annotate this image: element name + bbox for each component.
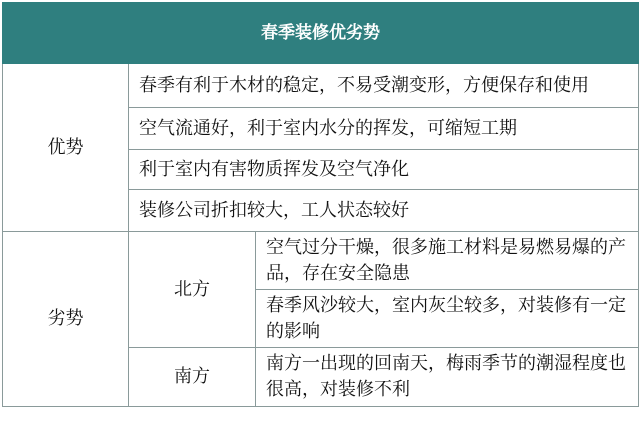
advantage-item-1: 春季有利于木材的稳定，不易受潮变形，方便保存和使用 bbox=[129, 64, 639, 108]
south-label: 南方 bbox=[129, 348, 256, 407]
pros-cons-table bbox=[2, 2, 639, 407]
north-label: 北方 bbox=[129, 232, 256, 348]
north-item-1: 空气过分干燥，很多施工材料是易燃易爆的产品，存在安全隐患 bbox=[256, 232, 639, 290]
advantage-item-2: 空气流通好，利于室内水分的挥发，可缩短工期 bbox=[129, 108, 639, 150]
advantage-item-3: 利于室内有害物质挥发及空气净化 bbox=[129, 150, 639, 190]
disadvantages-label: 劣势 bbox=[3, 232, 129, 407]
header-row bbox=[3, 3, 639, 64]
south-item-1: 南方一出现的回南天，梅雨季节的潮湿程度也很高，对装修不利 bbox=[256, 348, 639, 407]
north-item-2: 春季风沙较大，室内灰尘较多，对装修有一定的影响 bbox=[256, 290, 639, 348]
table-title: 春季装修优劣势 bbox=[3, 3, 639, 64]
table-row bbox=[3, 64, 639, 108]
advantages-label: 优势 bbox=[3, 64, 129, 232]
table-row bbox=[3, 232, 639, 290]
advantage-item-4: 装修公司折扣较大，工人状态较好 bbox=[129, 190, 639, 232]
